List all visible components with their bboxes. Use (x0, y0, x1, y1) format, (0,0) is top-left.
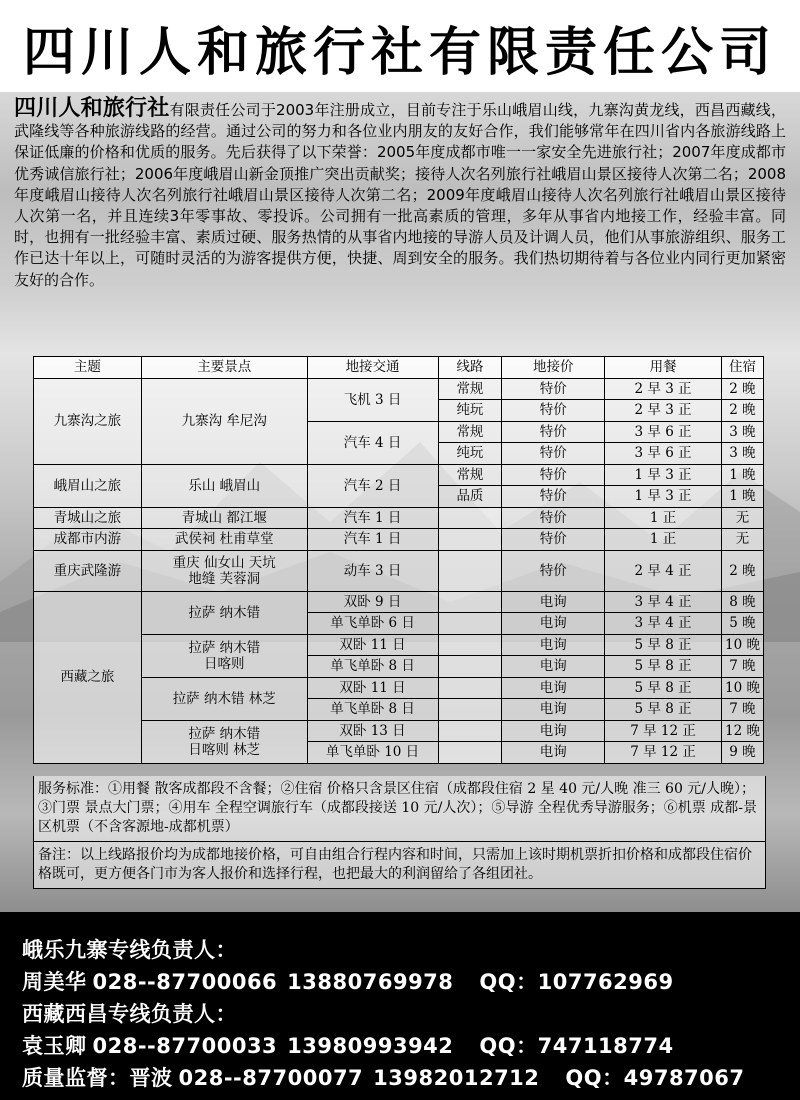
cell-transport: 汽车 4 日 (307, 421, 438, 464)
cell-meal: 7 早 12 正 (605, 720, 722, 742)
contact-qq: QQ：747118774 (479, 1034, 674, 1058)
cell-price: 特价 (502, 400, 605, 422)
cell-spots: 青城山 都江堰 (141, 507, 307, 529)
cell-stay: 无 (721, 507, 763, 529)
contact-qq: QQ：107762969 (479, 970, 674, 994)
contacts-section (0, 912, 800, 1100)
cell-route-empty (438, 550, 502, 591)
cell-spots: 乐山 峨眉山 (141, 464, 307, 507)
cell-transport: 单飞单卧 8 日 (307, 656, 438, 678)
contact-phone: 028--87700066 (92, 970, 278, 994)
cell-stay: 2 晚 (721, 378, 763, 400)
contact-heading-2: 西藏西昌专线负责人： (22, 1002, 237, 1026)
cell-route: 纯玩 (438, 400, 502, 422)
cell-meal: 1 早 3 正 (605, 464, 722, 486)
header-route: 线路 (438, 357, 502, 379)
cell-transport: 单飞单卧 10 日 (307, 742, 438, 764)
header-meal: 用餐 (605, 357, 722, 379)
contact-mobile: 13880769978 (287, 970, 454, 994)
table-row (34, 378, 764, 400)
notes-section (33, 776, 766, 889)
contact-phone: 028--87700033 (92, 1034, 278, 1058)
cell-theme: 重庆武隆游 (34, 550, 142, 591)
cell-meal: 7 早 12 正 (605, 742, 722, 764)
cell-route-empty (438, 507, 502, 529)
tour-price-table (33, 356, 764, 764)
spots-line: 日喀则 林芝 (188, 741, 261, 758)
cell-price: 电询 (502, 613, 605, 635)
cell-stay: 1 晚 (721, 486, 763, 508)
cell-price: 特价 (502, 421, 605, 443)
table-row (34, 550, 764, 591)
cell-spots (141, 550, 307, 591)
header-price: 地接价 (502, 357, 605, 379)
cell-price: 特价 (502, 529, 605, 551)
header-theme: 主题 (34, 357, 142, 379)
cell-spots: 武侯祠 杜甫草堂 (141, 529, 307, 551)
table-row (34, 464, 764, 486)
cell-meal: 2 早 3 正 (605, 378, 722, 400)
cell-route: 常规 (438, 421, 502, 443)
cell-route-empty (438, 742, 502, 764)
intro-brand: 四川人和旅行社 (14, 95, 170, 121)
contact-row-2 (22, 1030, 674, 1060)
cell-transport: 双卧 11 日 (307, 634, 438, 656)
table-row (34, 529, 764, 551)
cell-stay: 3 晚 (721, 443, 763, 465)
header (0, 0, 800, 92)
cell-meal: 5 早 8 正 (605, 699, 722, 721)
cell-theme: 九寨沟之旅 (34, 378, 142, 464)
cell-transport: 汽车 2 日 (307, 464, 438, 507)
cell-route: 常规 (438, 378, 502, 400)
cell-route-empty (438, 677, 502, 699)
cell-stay: 8 晚 (721, 591, 763, 613)
contact-mobile: 13980993942 (287, 1034, 454, 1058)
cell-price: 特价 (502, 443, 605, 465)
cell-meal: 1 早 3 正 (605, 486, 722, 508)
contact-name: 袁玉卿 (22, 1034, 87, 1058)
cell-transport: 双卧 11 日 (307, 677, 438, 699)
cell-stay: 7 晚 (721, 656, 763, 678)
cell-transport: 双卧 9 日 (307, 591, 438, 613)
cell-route-empty (438, 656, 502, 678)
cell-stay: 无 (721, 529, 763, 551)
cell-meal: 2 早 3 正 (605, 400, 722, 422)
contact-row-1 (22, 966, 674, 996)
service-standards: 服务标准：①用餐 散客成都段不含餐；②住宿 价格只含景区住宿（成都段住宿 2 星 40 元/人晚 准三 60 元/人晚）；③门票 景点大门票；④用车 全程空调旅行车（成都段接送 10 元/人次）；⑤导游 全程优秀导游服务；⑥机票 成都-景区机票（不含客源地-成都机票） (34, 776, 765, 842)
contact-heading-1: 峨乐九寨专线负责人： (22, 938, 237, 962)
page-title: 四川人和旅行社有限责任公司 (22, 22, 777, 83)
cell-route: 品质 (438, 486, 502, 508)
cell-theme: 青城山之旅 (34, 507, 142, 529)
table-header-row (34, 357, 764, 379)
contact-phone: 028--87700077 (178, 1066, 364, 1090)
cell-price: 电询 (502, 699, 605, 721)
cell-stay: 7 晚 (721, 699, 763, 721)
cell-transport: 动车 3 日 (307, 550, 438, 591)
cell-transport: 双卧 13 日 (307, 720, 438, 742)
cell-price: 特价 (502, 550, 605, 591)
table-row (34, 677, 764, 699)
intro-text: 有限责任公司于2003年注册成立，目前专注于乐山峨眉山线，九寨沟黄龙线，西昌西藏线，武隆线等各种旅游线路的经营。通过公司的努力和各位业内朋友的友好合作，我们能够常年在四川省内各旅游线路上保证低廉的价格和优质的服务。先后获得了以下荣誉：2005年度成都市唯一一家安全先进旅行社；2007年度成都市优秀诚信旅行社；2006年度峨眉山新金顶推广突出贡献奖；接待人次名列旅行社峨眉山景区接待人次第二名；2008年度峨眉山接待人次名列旅行社峨眉山景区接待人次第二名；2009年度峨眉山接待人次名列旅行社峨眉山景区接待人次第一名，并且连续3年零事故、零投诉。公司拥有一批高素质的管理，多年从事省内地接工作，经验丰富。同时，也拥有一批经验丰富、素质过硬、服务热情的从事省内地接的导游人员及计调人员，他们从事旅游组织、服务工作已达十年以上，可随时灵活的为游客提供方便，快捷、周到安全的服务。我们热切期待着与各位业内同行更加紧密友好的合作。 (14, 101, 786, 289)
cell-route-empty (438, 699, 502, 721)
cell-route-empty (438, 720, 502, 742)
cell-price: 电询 (502, 591, 605, 613)
cell-spots: 拉萨 纳木错 (141, 591, 307, 634)
cell-meal: 5 早 8 正 (605, 656, 722, 678)
table-row (34, 507, 764, 529)
cell-meal: 1 正 (605, 529, 722, 551)
cell-meal: 3 早 4 正 (605, 613, 722, 635)
cell-price: 特价 (502, 464, 605, 486)
remark: 备注：以上线路报价均为成都地接价格，可自由组合行程内容和时间，只需加上该时期机票折扣价格和成都段住宿价格既可，更方便各门市为客人报价和选择行程，也把最大的利润留给了各组团社。 (38, 847, 752, 882)
cell-route: 常规 (438, 464, 502, 486)
cell-route-empty (438, 529, 502, 551)
cell-transport: 汽车 1 日 (307, 529, 438, 551)
cell-route-empty (438, 613, 502, 635)
spots-line: 日喀则 (203, 655, 245, 672)
cell-theme: 西藏之旅 (34, 591, 142, 763)
cell-price: 特价 (502, 507, 605, 529)
cell-transport: 单飞单卧 6 日 (307, 613, 438, 635)
table-row (34, 591, 764, 613)
cell-price: 电询 (502, 742, 605, 764)
cell-price: 特价 (502, 378, 605, 400)
cell-spots: 九寨沟 牟尼沟 (141, 378, 307, 464)
cell-meal: 3 早 4 正 (605, 591, 722, 613)
cell-meal: 3 早 6 正 (605, 421, 722, 443)
cell-price: 特价 (502, 486, 605, 508)
spots-line: 重庆 仙女山 天坑 (172, 554, 276, 571)
cell-meal: 5 早 8 正 (605, 634, 722, 656)
cell-stay: 10 晚 (721, 634, 763, 656)
header-transport: 地接交通 (307, 357, 438, 379)
cell-transport: 单飞单卧 8 日 (307, 699, 438, 721)
contact-label: 质量监督： (22, 1066, 130, 1090)
cell-transport: 汽车 1 日 (307, 507, 438, 529)
cell-price: 电询 (502, 634, 605, 656)
contact-qq: QQ：49787067 (565, 1066, 745, 1090)
contact-mobile: 13982012712 (373, 1066, 540, 1090)
cell-route: 纯玩 (438, 443, 502, 465)
cell-stay: 1 晚 (721, 464, 763, 486)
cell-stay: 2 晚 (721, 400, 763, 422)
cell-spots: 拉萨 纳木错 林芝 (141, 677, 307, 720)
cell-route-empty (438, 634, 502, 656)
cell-stay: 9 晚 (721, 742, 763, 764)
cell-meal: 5 早 8 正 (605, 677, 722, 699)
cell-price: 电询 (502, 720, 605, 742)
contact-row-3 (22, 1062, 745, 1092)
cell-price: 电询 (502, 656, 605, 678)
cell-meal: 3 早 6 正 (605, 443, 722, 465)
spots-line: 拉萨 纳木错 (188, 725, 261, 742)
contact-name: 晋波 (129, 1066, 173, 1090)
cell-stay: 3 晚 (721, 421, 763, 443)
intro-paragraph (14, 95, 786, 291)
spots-line: 地缝 芙蓉洞 (188, 570, 261, 587)
spots-line: 拉萨 纳木错 (188, 639, 261, 656)
cell-spots (141, 720, 307, 763)
cell-meal: 2 早 4 正 (605, 550, 722, 591)
cell-theme: 成都市内游 (34, 529, 142, 551)
cell-stay: 10 晚 (721, 677, 763, 699)
cell-route-empty (438, 591, 502, 613)
header-stay: 住宿 (721, 357, 763, 379)
header-spots: 主要景点 (141, 357, 307, 379)
cell-spots (141, 634, 307, 677)
cell-theme: 峨眉山之旅 (34, 464, 142, 507)
cell-stay: 5 晚 (721, 613, 763, 635)
cell-meal: 1 正 (605, 507, 722, 529)
table-row (34, 720, 764, 742)
cell-stay: 12 晚 (721, 720, 763, 742)
contact-name: 周美华 (22, 970, 87, 994)
cell-transport: 飞机 3 日 (307, 378, 438, 421)
cell-price: 电询 (502, 677, 605, 699)
table-row (34, 634, 764, 656)
cell-stay: 2 晚 (721, 550, 763, 591)
